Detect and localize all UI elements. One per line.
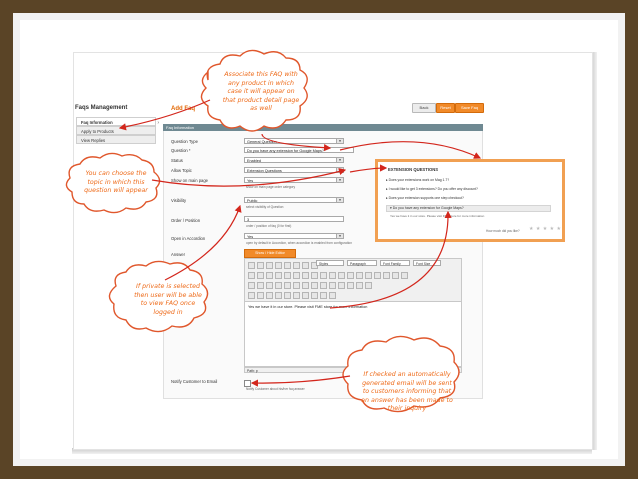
callout-left-text: You can choose the topic in which this question will appear: [84, 170, 148, 194]
active-question-text: Do you have any extension for Google Maps?: [392, 206, 464, 210]
preview-question-text: I would like to get 3 extensions? Do you offer any discount?: [388, 187, 478, 191]
active-answer: Yes we have it in our store. Please visit FME store for more information: [390, 214, 485, 218]
answer-text: Yes we have it in our store. Please visit FME store for more information: [248, 305, 368, 309]
accordion-note: open by default in Accordion, when accordion is enabled from configuration: [246, 241, 352, 245]
preview-question[interactable]: ▸ I would like to get 3 extensions? Do you offer any discount?: [386, 187, 478, 191]
order-label: Order / Position: [171, 218, 201, 223]
page-title: Add Faq: [171, 106, 195, 112]
preview-question-text: Does your extension supports one step checkout?: [388, 196, 464, 200]
arrow-left-to-topic: [152, 170, 345, 186]
section-header: Faq Information: [163, 124, 483, 131]
font-size-dropdown[interactable]: Font Size: [413, 260, 441, 266]
question-input[interactable]: Do you have any extension for Google Maps?: [244, 147, 354, 153]
select-value: Yes: [247, 179, 254, 183]
back-button[interactable]: Back: [412, 103, 436, 113]
arrow-question-to-preview: [340, 142, 480, 158]
topic-label: Allow Topic: [171, 168, 192, 173]
notify-note: Notify Customer about his/her faq answer: [246, 387, 305, 391]
question-type-label: Question Type: [171, 139, 198, 144]
sidebar-title: Faqs Management: [75, 105, 128, 111]
status-label: Status: [171, 158, 183, 163]
chevron-down-icon: ▾: [336, 168, 343, 172]
chevron-down-icon: ▾: [336, 158, 343, 162]
select-value: Public: [247, 199, 258, 203]
arrow-top-to-apply: [120, 100, 210, 128]
show-main-label: Show on main page: [171, 178, 209, 183]
styles-dropdown[interactable]: Styles: [316, 260, 344, 266]
tab-arrow-icon: ›: [157, 120, 159, 126]
arrow-answer-to-preview: [330, 212, 448, 308]
question-label: Question *: [171, 148, 191, 153]
select-value: Enabled: [247, 159, 261, 163]
preview-question[interactable]: ▸ Does your extensions work on Mag 1.7?: [386, 178, 450, 182]
preview-question[interactable]: ▸ Does your extension supports one step checkout?: [386, 196, 464, 200]
font-family-dropdown[interactable]: Font Family: [380, 260, 410, 266]
show-main-note: show on main page order category: [246, 185, 296, 189]
chevron-down-icon: ▾: [336, 139, 343, 143]
visibility-note: select visibility of Question: [246, 205, 284, 209]
order-note: order / position of faq (0 for first): [246, 224, 292, 228]
save-faq-button[interactable]: Save Faq: [455, 103, 484, 113]
arrow-bottom-to-checkbox: [252, 376, 350, 383]
order-input[interactable]: 3: [244, 216, 344, 222]
rating-prompt: How much did you like?: [486, 229, 520, 233]
show-hide-editor-button[interactable]: Show / Hide Editor: [244, 249, 296, 258]
active-question: ▾ Do you have any extension for Google Maps?: [390, 206, 464, 210]
reset-button[interactable]: Reset: [436, 103, 455, 113]
arrow-top-to-question: [262, 134, 330, 148]
callout-top-text: Associate this FAQ with any product in which case it will appear on that product detail page as well: [222, 71, 300, 112]
tab-label: View Replies: [81, 138, 106, 143]
callout-bottom-text: If checked an automatically generated email will be sent to customers informing that an answer has been made to their inquiry: [361, 371, 453, 412]
chevron-down-icon: ▾: [336, 178, 343, 182]
preview-title: EXTENSION QUESTIONS: [388, 167, 439, 172]
tab-label: Apply to Products: [81, 129, 114, 134]
answer-label: Answer: [171, 252, 185, 257]
paragraph-dropdown[interactable]: Paragraph: [347, 260, 377, 266]
editor-path: Path: p: [244, 367, 462, 373]
preview-question-text: Does your extensions work on Mag 1.7?: [388, 178, 450, 182]
chevron-down-icon: ▾: [336, 234, 343, 238]
select-value: Yes: [247, 235, 254, 239]
rating-stars[interactable]: ★ ★ ★ ★ ★: [529, 226, 562, 232]
accordion-label: Open in Accordion: [171, 236, 206, 241]
chevron-down-icon: ▾: [336, 198, 343, 202]
notify-label: Notify Customer to Email: [171, 379, 218, 384]
callout-mid-text: If private is selected then user will be able to view FAQ once logged in: [134, 283, 202, 316]
visibility-label: Visibility: [171, 198, 187, 203]
select-value: Extension Questions: [247, 169, 282, 173]
tab-label: Faq Information: [81, 120, 113, 125]
select-value: General Question: [247, 140, 277, 144]
arrow-topic-to-preview: [350, 168, 386, 172]
